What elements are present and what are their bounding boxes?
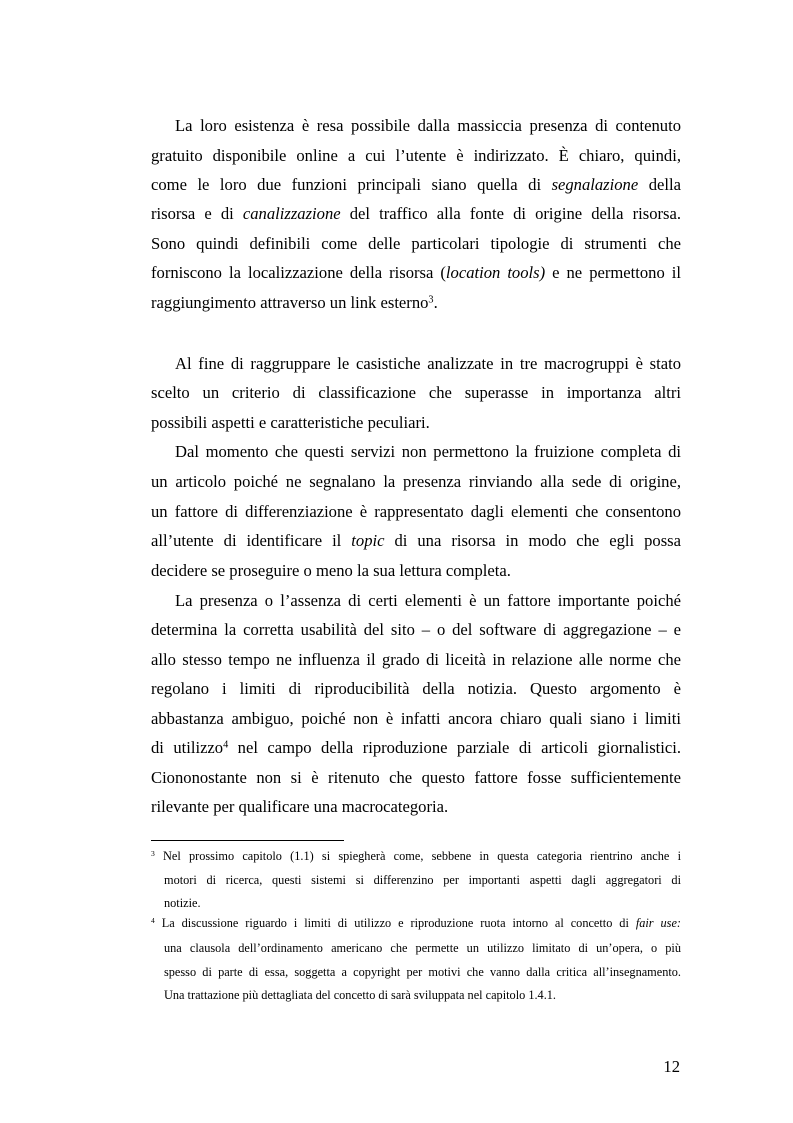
- footnote-reference: 4: [223, 739, 229, 751]
- text-run: La presenza o l’assenza di certi elementi è un fattore importante poiché: [175, 591, 681, 610]
- text-line: [151, 797, 681, 817]
- text-line: [151, 709, 681, 729]
- text-run: una clausola dell’ordinamento americano che permette un utilizzo limitato di un’opera, o più: [164, 941, 681, 955]
- text-line: [175, 591, 681, 611]
- text-run: possibili aspetti e caratteristiche peculiari.: [151, 413, 430, 432]
- text-run: allo stesso tempo ne influenza il grado di liceità in relazione alle norme che: [151, 650, 681, 669]
- text-run: della: [638, 175, 681, 194]
- text-line: [151, 175, 681, 195]
- text-line: [151, 531, 681, 551]
- footnote-line: [164, 964, 681, 980]
- text-run: di utilizzo: [151, 738, 224, 757]
- text-line: [151, 293, 681, 313]
- text-run: Una trattazione più dettagliata del concetto di sarà sviluppata nel capitolo 1.4.1.: [164, 988, 556, 1002]
- text-line: [175, 116, 681, 136]
- text-run: gratuito disponibile online a cui l’utente è indirizzato. È chiaro, quindi,: [151, 146, 681, 165]
- italic-term: fair use:: [635, 916, 681, 930]
- text-line: [151, 234, 681, 254]
- footnote-line: [164, 872, 681, 888]
- text-run: all’utente di identificare il: [151, 531, 352, 550]
- text-line: [151, 502, 681, 522]
- italic-term: topic: [351, 531, 385, 550]
- text-run: un articolo poiché ne segnalano la presenza rinviando alla sede di origine,: [151, 472, 681, 491]
- footnote-line: [151, 915, 681, 931]
- text-run: regolano i limiti di riproducibilità della notizia. Questo argomento è: [151, 679, 681, 698]
- text-run: determina la corretta usabilità del sito – o del software di aggregazione – e: [151, 620, 681, 639]
- text-run: .: [433, 293, 438, 312]
- text-run: Dal momento che questi servizi non permettono la fruizione completa di: [175, 442, 681, 461]
- text-run: Sono quindi definibili come delle particolari tipologie di strumenti che: [151, 234, 681, 253]
- text-line: [175, 354, 681, 374]
- text-run: decidere se proseguire o meno la sua lettura completa.: [151, 561, 511, 580]
- text-run: forniscono la localizzazione della risorsa (: [151, 263, 446, 282]
- text-line: [151, 768, 681, 788]
- text-run: del traffico alla fonte di origine della risorsa.: [340, 204, 681, 223]
- footnote-separator: [151, 840, 344, 841]
- text-line: [151, 146, 681, 166]
- text-line: [151, 472, 681, 492]
- text-line: [151, 561, 681, 581]
- text-line: [175, 442, 681, 462]
- text-run: un fattore di differenziazione è rappresentato dagli elementi che consentono: [151, 502, 681, 521]
- text-line: [151, 738, 681, 758]
- footnote-reference: 4: [151, 915, 155, 925]
- text-line: [151, 620, 681, 640]
- italic-term: segnalazione: [551, 175, 639, 194]
- text-run: Nel prossimo capitolo (1.1) si spiegherà come, sebbene in questa categoria rientrino anche i: [154, 849, 681, 863]
- text-run: di una risorsa in modo che egli possa: [384, 531, 681, 550]
- text-line: [151, 650, 681, 670]
- text-run: scelto un criterio di classificazione che superasse in importanza altri: [151, 383, 681, 402]
- text-run: abbastanza ambiguo, poiché non è infatti ancora chiaro quali siano i limiti: [151, 709, 681, 728]
- text-line: [151, 383, 681, 403]
- text-run: raggiungimento attraverso un link esterno: [151, 293, 429, 312]
- italic-term: location tools): [445, 263, 546, 282]
- footnote-reference: 3: [428, 294, 434, 306]
- italic-term: canalizzazione: [242, 204, 341, 223]
- text-run: Al fine di raggruppare le casistiche analizzate in tre macrogruppi è stato: [175, 354, 681, 373]
- text-run: rilevante per qualificare una macrocategoria.: [151, 797, 449, 816]
- text-run: spesso di parte di essa, soggetta a copyright per motivi che vanno dalla critica all’insegnamento.: [164, 965, 681, 979]
- text-run: risorsa e di: [151, 204, 243, 223]
- text-run: e ne permettono il: [545, 263, 681, 282]
- text-run: come le loro due funzioni principali siano quella di: [151, 175, 552, 194]
- text-run: Ciononostante non si è ritenuto che questo fattore fosse sufficientemente: [151, 768, 681, 787]
- text-line: [151, 204, 681, 224]
- text-line: [151, 679, 681, 699]
- text-run: motori di ricerca, questi sistemi si differenzino per importanti aspetti dagli aggregatori di: [164, 873, 681, 887]
- text-run: notizie.: [164, 896, 201, 910]
- footnote-line: [164, 940, 681, 956]
- footnote-reference: 3: [151, 848, 155, 858]
- footnote-line: [151, 848, 681, 864]
- text-run: La discussione riguardo i limiti di utilizzo e riproduzione ruota intorno al concetto di: [154, 916, 636, 930]
- footnote-line: [164, 987, 681, 1003]
- footnote-line: [164, 895, 681, 911]
- text-run: La loro esistenza è resa possibile dalla massiccia presenza di contenuto: [175, 116, 681, 135]
- text-line: [151, 263, 681, 283]
- text-line: [151, 413, 681, 433]
- text-run: nel campo della riproduzione parziale di articoli giornalistici.: [228, 738, 681, 757]
- page-number: 12: [663, 1057, 680, 1076]
